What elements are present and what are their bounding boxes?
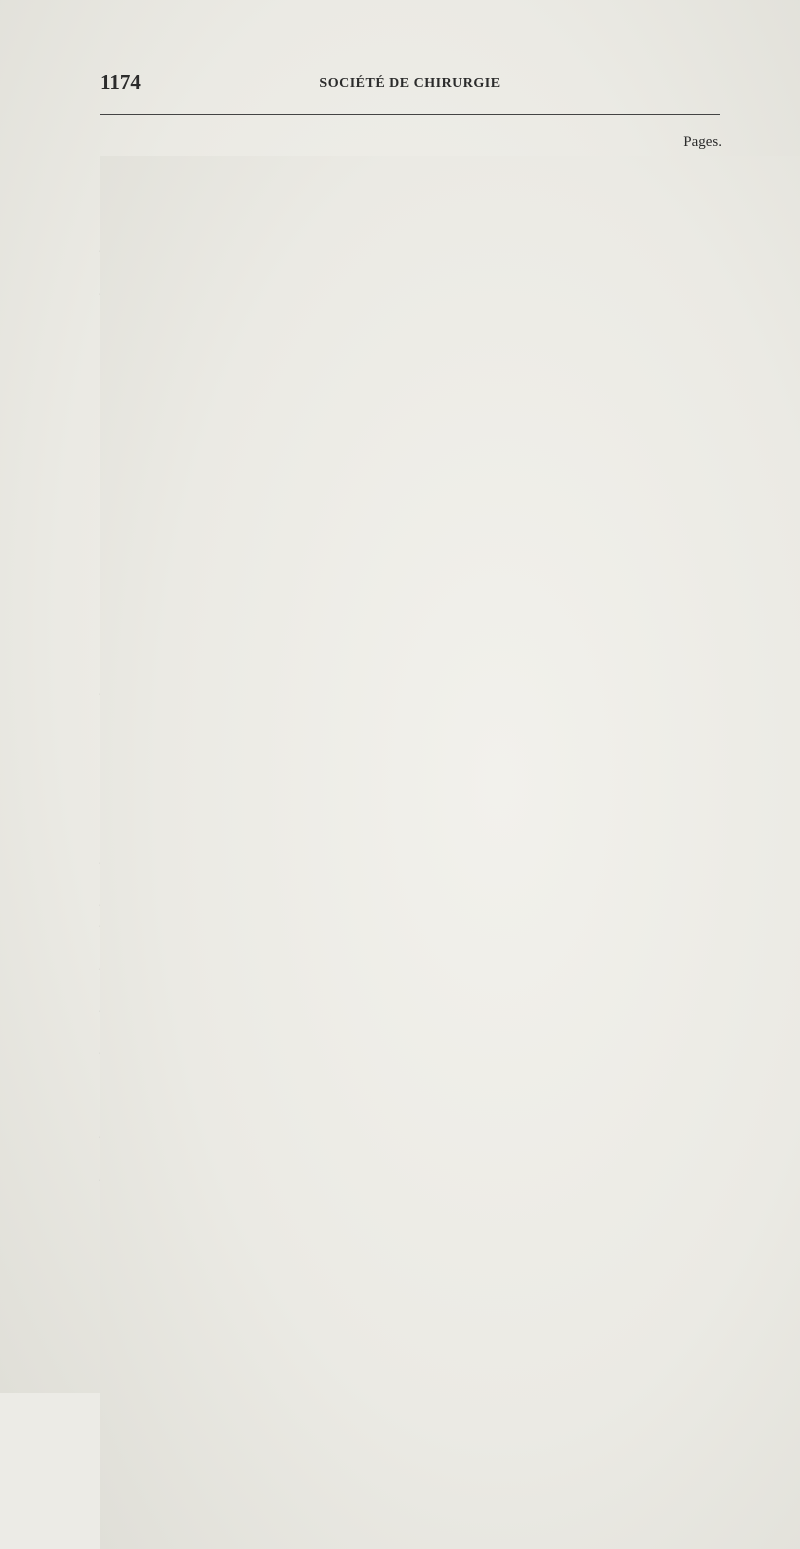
- page-header: [100, 70, 720, 94]
- index-entries: [100, 156, 722, 1253]
- running-title: SOCIÉTÉ DE CHIRURGIE: [319, 76, 501, 91]
- index-entry: [100, 1232, 722, 1253]
- pages-column-label: Pages.: [683, 134, 722, 150]
- entry-page-number: [100, 156, 800, 1549]
- page-number: 1174: [100, 70, 141, 94]
- header-rule: [100, 114, 720, 115]
